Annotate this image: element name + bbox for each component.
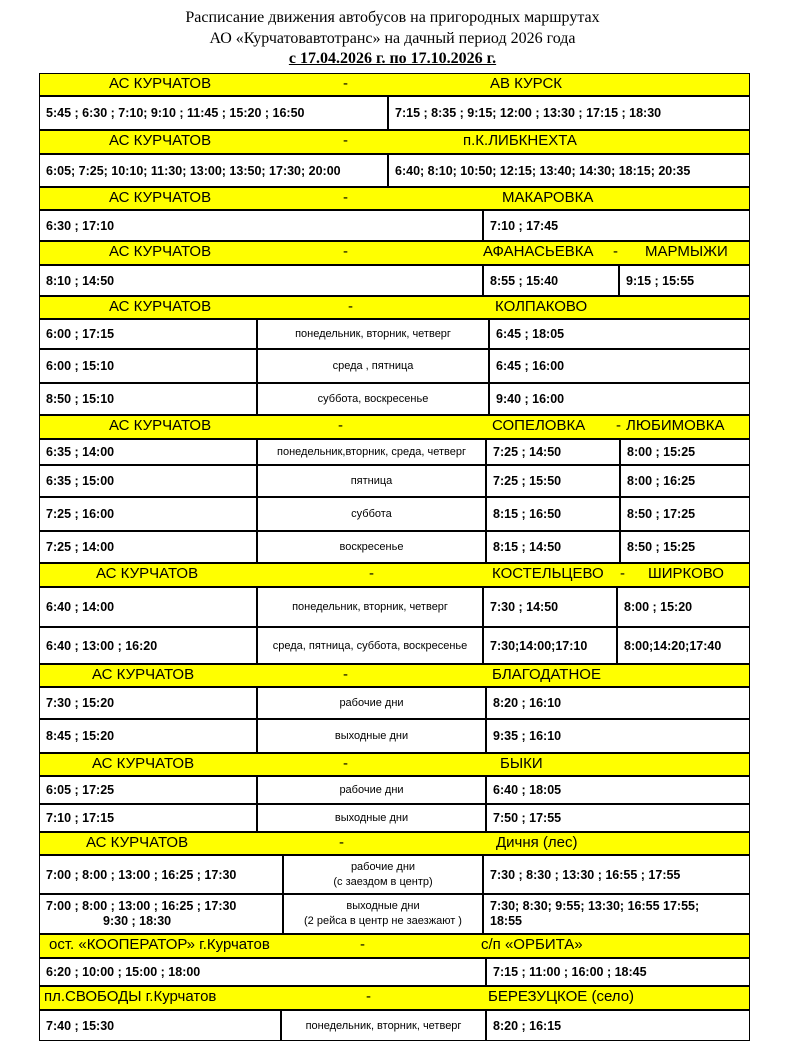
- return-times-second-stop: 8:00 ; 16:25: [620, 465, 750, 497]
- departure-times: 7:30 ; 15:20: [39, 687, 257, 719]
- departure-times: 7:10 ; 17:15: [39, 804, 257, 832]
- return-times: 6:40; 8:10; 10:50; 12:15; 13:40; 14:30; 18:15; 20:35: [388, 154, 750, 187]
- departure-times: 6:40 ; 13:00 ; 16:20: [39, 627, 257, 664]
- return-times-second-stop: 8:00 ; 15:25: [620, 439, 750, 465]
- return-times: 6:45 ; 18:05: [489, 319, 750, 349]
- route-header: АС КУРЧАТОВ - Дичня (лес): [39, 832, 750, 855]
- route-header: АС КУРЧАТОВ - КОЛПАКОВО: [39, 296, 750, 319]
- return-times: 7:25 ; 14:50: [486, 439, 620, 465]
- days-of-week: рабочие дни: [257, 776, 486, 804]
- return-times-second-stop: 8:00;14:20;17:40: [617, 627, 750, 664]
- return-times: 8:15 ; 16:50: [486, 497, 620, 531]
- title-line-2: АО «Курчатовавтотранс» на дачный период 2026 года: [209, 30, 576, 47]
- departure-times: 6:20 ; 10:00 ; 15:00 ; 18:00: [39, 958, 486, 986]
- departure-times: 6:05; 7:25; 10:10; 11:30; 13:00; 13:50; 17:30; 20:00: [39, 154, 388, 187]
- days-of-week: воскресенье: [257, 531, 486, 563]
- days-of-week: рабочие дни (с заездом в центр): [283, 855, 483, 894]
- return-times: 7:25 ; 15:50: [486, 465, 620, 497]
- route-header: АС КУРЧАТОВ - БЛАГОДАТНОЕ: [39, 664, 750, 687]
- days-of-week: выходные дни: [257, 719, 486, 753]
- days-of-week: выходные дни: [257, 804, 486, 832]
- departure-times: 7:00 ; 8:00 ; 13:00 ; 16:25 ; 17:30 9:30 ; 18:30: [39, 894, 283, 934]
- days-of-week: понедельник, вторник, четверг: [257, 587, 483, 627]
- return-times-second-stop: 8:50 ; 15:25: [620, 531, 750, 563]
- days-of-week: понедельник, вторник, четверг: [257, 319, 489, 349]
- departure-times: 6:35 ; 15:00: [39, 465, 257, 497]
- return-times: 9:40 ; 16:00: [489, 383, 750, 415]
- route-header: АС КУРЧАТОВ - БЫКИ: [39, 753, 750, 776]
- route-header: АС КУРЧАТОВ - МАКАРОВКА: [39, 187, 750, 210]
- departure-times: 6:30 ; 17:10: [39, 210, 483, 241]
- departure-times: 6:00 ; 15:10: [39, 349, 257, 383]
- return-times: 7:30;14:00;17:10: [483, 627, 617, 664]
- days-of-week: пятница: [257, 465, 486, 497]
- days-of-week: понедельник,вторник, среда, четверг: [257, 439, 486, 465]
- departure-times: 6:40 ; 14:00: [39, 587, 257, 627]
- route-header: пл.СВОБОДЫ г.Курчатов - БЕРЕЗУЦКОЕ (село): [39, 986, 750, 1010]
- route-header: ост. «КООПЕРАТОР» г.Курчатов - с/п «ОРБИТА»: [39, 934, 750, 958]
- return-times: 8:55 ; 15:40: [483, 265, 619, 296]
- return-times: 6:40 ; 18:05: [486, 776, 750, 804]
- days-of-week: выходные дни (2 рейса в центр не заезжают ): [283, 894, 483, 934]
- departure-times: 7:00 ; 8:00 ; 13:00 ; 16:25 ; 17:30: [39, 855, 283, 894]
- route-header: АС КУРЧАТОВ - АВ КУРСК: [39, 73, 750, 96]
- return-times: 7:15 ; 11:00 ; 16:00 ; 18:45: [486, 958, 750, 986]
- days-of-week: рабочие дни: [257, 687, 486, 719]
- days-of-week: суббота: [257, 497, 486, 531]
- route-header: АС КУРЧАТОВ - СОПЕЛОВКА - ЛЮБИМОВКА: [39, 415, 750, 439]
- return-times: 7:30 ; 8:30 ; 13:30 ; 16:55 ; 17:55: [483, 855, 750, 894]
- departure-times: 8:45 ; 15:20: [39, 719, 257, 753]
- return-times: 7:30 ; 14:50: [483, 587, 617, 627]
- departure-times: 7:40 ; 15:30: [39, 1010, 281, 1041]
- return-times-second-stop: 8:00 ; 15:20: [617, 587, 750, 627]
- return-times: 7:15 ; 8:35 ; 9:15; 12:00 ; 13:30 ; 17:15 ; 18:30: [388, 96, 750, 130]
- departure-times: 8:10 ; 14:50: [39, 265, 483, 296]
- departure-times: 5:45 ; 6:30 ; 7:10; 9:10 ; 11:45 ; 15:20 ; 16:50: [39, 96, 388, 130]
- return-times: 7:30; 8:30; 9:55; 13:30; 16:55 17:55; 18:55: [483, 894, 750, 934]
- departure-times: 6:05 ; 17:25: [39, 776, 257, 804]
- title-line-1: Расписание движения автобусов на пригородных маршрутах: [185, 9, 600, 26]
- days-of-week: среда, пятница, суббота, воскресенье: [257, 627, 483, 664]
- departure-times: 6:35 ; 14:00: [39, 439, 257, 465]
- departure-times: 6:00 ; 17:15: [39, 319, 257, 349]
- departure-times: 8:50 ; 15:10: [39, 383, 257, 415]
- departure-times: 7:25 ; 14:00: [39, 531, 257, 563]
- return-times: 8:20 ; 16:15: [486, 1010, 750, 1041]
- return-times: 8:15 ; 14:50: [486, 531, 620, 563]
- route-header: АС КУРЧАТОВ - КОСТЕЛЬЦЕВО - ШИРКОВО: [39, 563, 750, 587]
- return-times: 6:45 ; 16:00: [489, 349, 750, 383]
- title-date-range: с 17.04.2026 г. по 17.10.2026 г.: [288, 50, 497, 67]
- days-of-week: суббота, воскресенье: [257, 383, 489, 415]
- route-header: АС КУРЧАТОВ - п.К.ЛИБКНЕХТА: [39, 130, 750, 154]
- return-times: 9:35 ; 16:10: [486, 719, 750, 753]
- departure-times: 7:25 ; 16:00: [39, 497, 257, 531]
- days-of-week: среда , пятница: [257, 349, 489, 383]
- return-times-second-stop: 8:50 ; 17:25: [620, 497, 750, 531]
- return-times-second-stop: 9:15 ; 15:55: [619, 265, 750, 296]
- return-times: 7:50 ; 17:55: [486, 804, 750, 832]
- return-times: 8:20 ; 16:10: [486, 687, 750, 719]
- return-times: 7:10 ; 17:45: [483, 210, 750, 241]
- route-header: АС КУРЧАТОВ - АФАНАСЬЕВКА - МАРМЫЖИ: [39, 241, 750, 265]
- days-of-week: понедельник, вторник, четверг: [281, 1010, 486, 1041]
